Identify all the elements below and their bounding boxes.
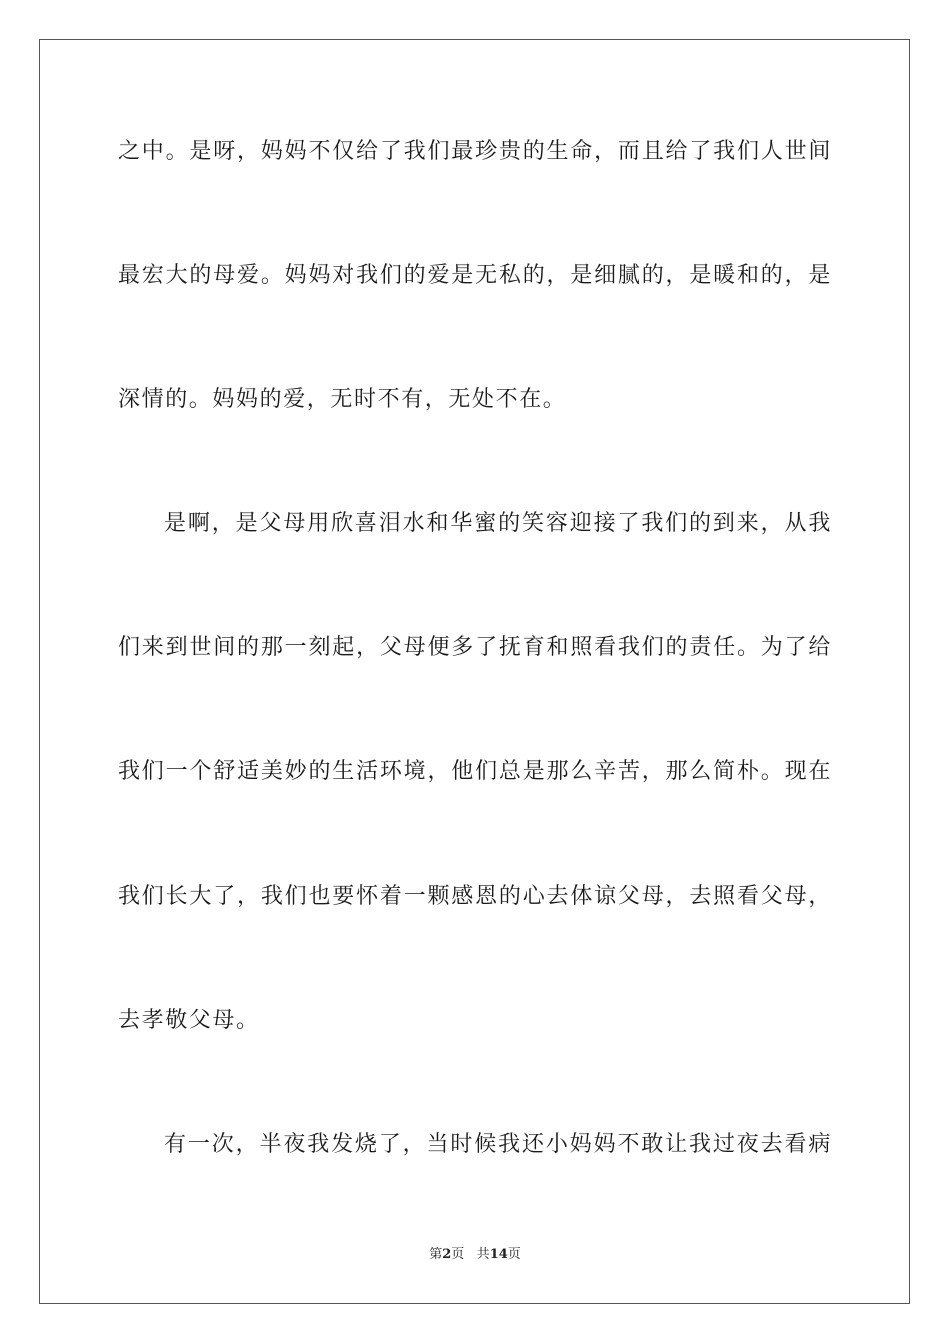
text-line-4: 是啊，是父母用欣喜泪水和华蜜的笑容迎接了我们的到来，从我 <box>164 511 832 536</box>
total-page-count: 14 <box>489 1247 508 1262</box>
text-line-6: 我们一个舒适美妙的生活环境，他们总是那么辛苦，那么简朴。现在 <box>118 759 832 784</box>
page-border <box>39 39 910 1304</box>
total-unit: 页 <box>507 1247 521 1262</box>
text-line-8: 去孝敬父母。 <box>118 1008 260 1033</box>
text-line-5: 们来到世间的那一刻起，父母便多了抚育和照看我们的责任。为了给 <box>118 635 832 660</box>
page-footer <box>0 1246 950 1264</box>
text-line-7: 我们长大了，我们也要怀着一颗感恩的心去体谅父母，去照看父母， <box>118 884 832 909</box>
text-line-2: 最宏大的母爱。妈妈对我们的爱是无私的，是细腻的，是暖和的，是 <box>118 263 832 288</box>
current-page-number: 2 <box>442 1247 452 1262</box>
total-prefix: 共 <box>476 1247 490 1262</box>
page-prefix: 第 <box>429 1247 443 1262</box>
text-line-9: 有一次，半夜我发烧了，当时候我还小妈妈不敢让我过夜去看病 <box>164 1132 832 1157</box>
page-unit: 页 <box>451 1247 465 1262</box>
text-line-3: 深情的。妈妈的爱，无时不有，无处不在。 <box>118 387 567 412</box>
text-line-1: 之中。是呀，妈妈不仅给了我们最珍贵的生命，而且给了我们人世间 <box>118 139 832 164</box>
